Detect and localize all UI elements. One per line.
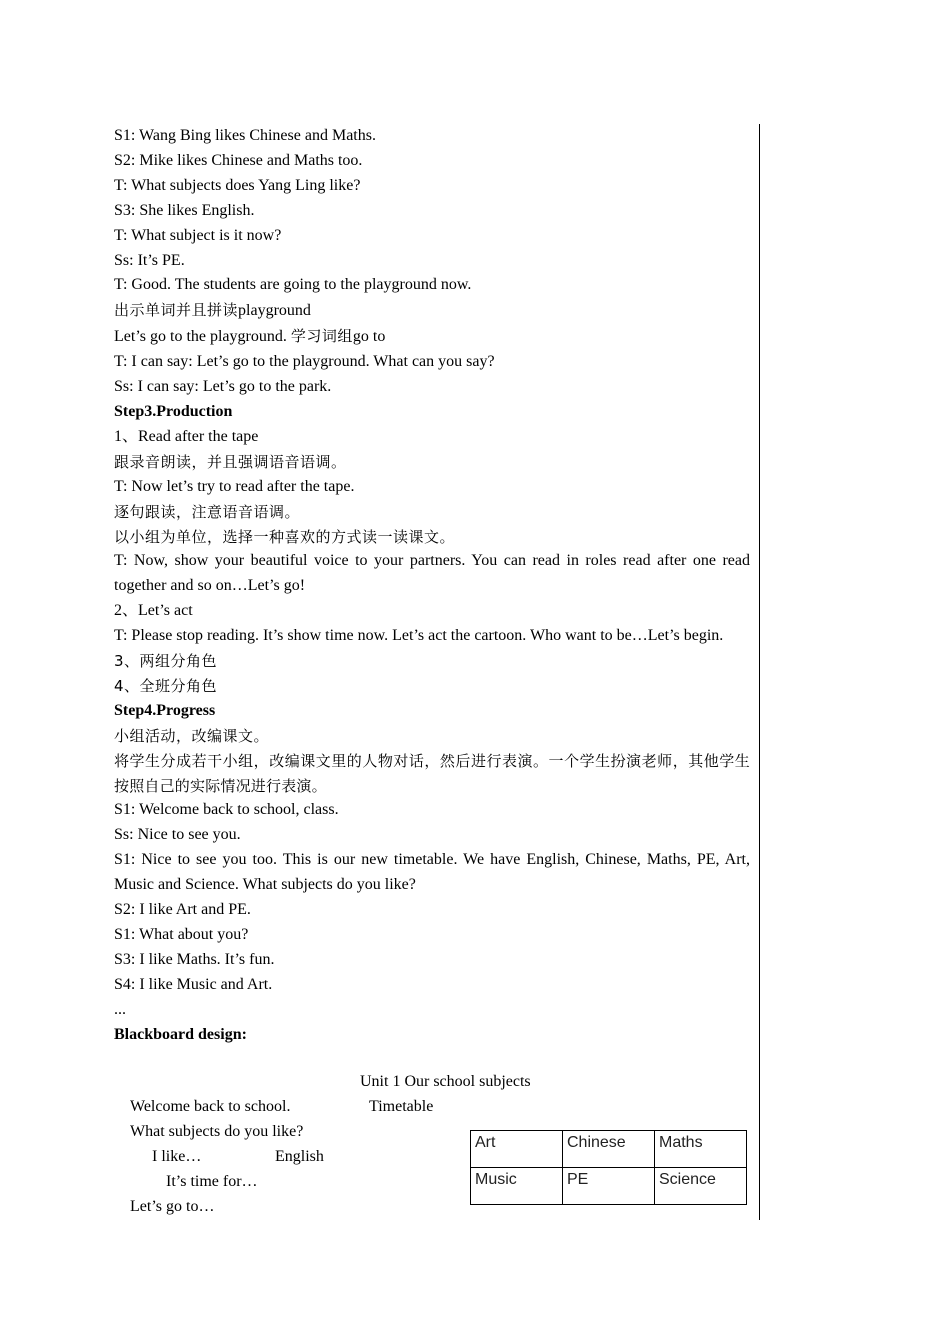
step3-item-2: 2、Let’s act xyxy=(114,602,193,620)
table-cell: Art xyxy=(471,1131,563,1168)
step3-item-1: 1、Read after the tape xyxy=(114,427,259,445)
dialogue-paragraph: T: Now, show your beautiful voice to your partners. You can read in roles read after one read together and so on…Let’s go! xyxy=(114,552,750,595)
dialogue-line: T: What subjects does Yang Ling like? xyxy=(114,176,361,194)
dialogue-line: S4: I like Music and Art. xyxy=(114,975,273,993)
step4-heading: Step4.Progress xyxy=(114,701,216,719)
sentence: Let’s go to the playground. xyxy=(114,328,291,346)
instruction-line xyxy=(114,298,750,324)
blackboard-i-like: I like… xyxy=(152,1148,202,1165)
dialogue-line: S3: She likes English. xyxy=(114,201,255,219)
table-cell: Science xyxy=(655,1168,747,1205)
table-cell: PE xyxy=(563,1168,655,1205)
instruction-cn: 以小组为单位，选择一种喜欢的方式读一读课文。 xyxy=(114,527,456,546)
table-row xyxy=(471,1168,747,1205)
dialogue-line: Ss: I can say: Let’s go to the park. xyxy=(114,378,332,396)
blackboard-lets-go: Let’s go to… xyxy=(130,1198,215,1215)
dialogue-line: S1: What about you? xyxy=(114,926,249,943)
step3-item-4: 4、全班分角色 xyxy=(114,676,218,695)
vocab-phrase: go to xyxy=(352,328,386,346)
dialogue-line: S2: Mike likes Chinese and Maths too. xyxy=(114,151,363,169)
dialogue-line: T: I can say: Let’s go to the playground. What can you say? xyxy=(114,353,495,371)
dialogue-line: T: Good. The students are going to the playground now. xyxy=(114,276,472,294)
page-margin-rule xyxy=(759,124,760,1220)
blackboard-welcome: Welcome back to school. xyxy=(130,1098,291,1115)
blackboard-english: English xyxy=(275,1148,324,1165)
dialogue-line: Ss: It’s PE. xyxy=(114,251,185,269)
instruction-cn: 逐句跟读，注意语音语调。 xyxy=(114,502,301,521)
dialogue-line: T: Now let’s try to read after the tape. xyxy=(114,477,355,495)
blackboard-time-for: It’s time for… xyxy=(166,1173,258,1190)
timetable xyxy=(470,1130,747,1205)
instruction-cn: 小组活动，改编课文。 xyxy=(114,726,270,745)
timetable-label: Timetable xyxy=(369,1098,434,1115)
blackboard-question: What subjects do you like? xyxy=(130,1123,304,1140)
dialogue-line: T: What subject is it now? xyxy=(114,226,282,244)
blackboard-title: Unit 1 Our school subjects xyxy=(360,1073,531,1090)
table-cell: Chinese xyxy=(563,1131,655,1168)
instruction-cn: 出示单词并且拼读 xyxy=(114,301,239,320)
instruction-cn: 学习词组 xyxy=(290,327,353,346)
dialogue-line: S1: Welcome back to school, class. xyxy=(114,801,339,819)
blackboard-heading: Blackboard design: xyxy=(114,1025,247,1043)
table-cell: Maths xyxy=(655,1131,747,1168)
instruction-paragraph-cn: 将学生分成若干小组，改编课文里的人物对话，然后进行表演。一个学生扮演老师，其他学生按照自己的实际情况进行表演。 xyxy=(114,751,750,795)
table-cell: Music xyxy=(471,1168,563,1205)
step3-item-3: 3、两组分角色 xyxy=(114,652,218,671)
dialogue-line: S3: I like Maths. It’s fun. xyxy=(114,950,275,968)
step3-heading: Step3.Production xyxy=(114,402,233,420)
dialogue-paragraph: T: Please stop reading. It’s show time now. Let’s act the cartoon. Who want to be…Let’s begin. xyxy=(114,627,724,645)
dialogue-line: Ss: Nice to see you. xyxy=(114,826,241,844)
instruction-cn: 跟录音朗读，并且强调语音语调。 xyxy=(114,452,347,471)
dialogue-line: S1: Wang Bing likes Chinese and Maths. xyxy=(114,127,376,144)
ellipsis: ... xyxy=(114,1000,126,1018)
table-row xyxy=(471,1131,747,1168)
lesson-content xyxy=(114,124,750,1048)
dialogue-line: S2: I like Art and PE. xyxy=(114,901,251,919)
dialogue-paragraph: S1: Nice to see you too. This is our new timetable. We have English, Chinese, Maths, PE, Art, Music and Science. What subjects do you like? xyxy=(114,851,750,894)
vocab-word: playground xyxy=(238,302,311,320)
instruction-line xyxy=(114,324,750,350)
